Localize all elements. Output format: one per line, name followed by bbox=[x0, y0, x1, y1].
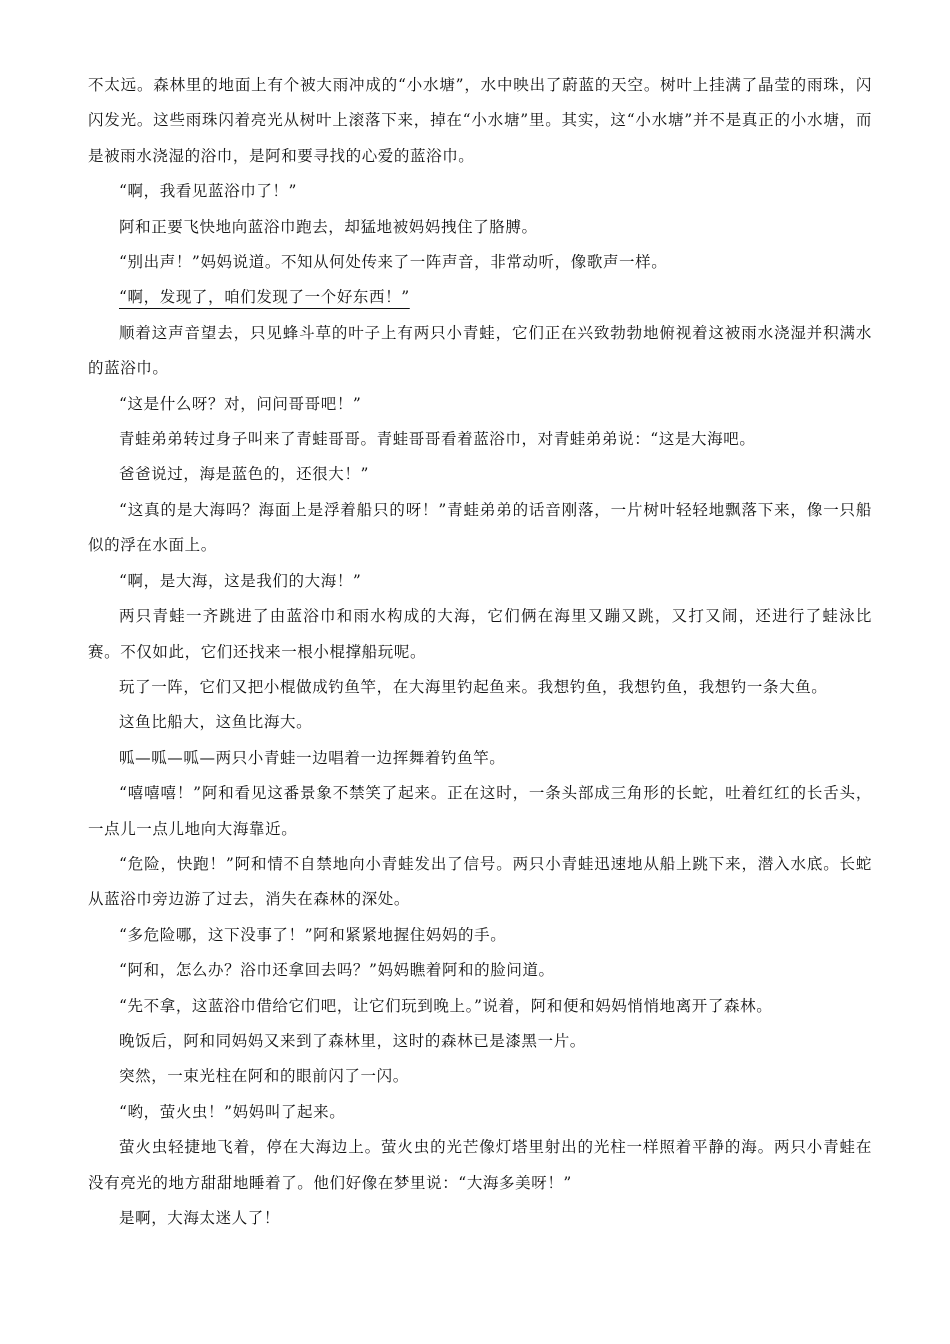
paragraph: “别出声！”妈妈说道。不知从何处传来了一阵声音，非常动听，像歌声一样。 bbox=[119, 253, 668, 272]
paragraph: 爸爸说过，海是蓝色的，还很大！” bbox=[119, 465, 370, 484]
paragraph: 两只青蛙一齐跳进了由蓝浴巾和雨水构成的大海，它们俩在海里又蹦又跳，又打又闹，还进行了蛙泳比赛。不仅如此，它们还找来一根小棍撑船玩呢。 bbox=[88, 607, 872, 661]
paragraph: 这鱼比船大，这鱼比海大。 bbox=[119, 713, 313, 732]
underlined-sentence: “啊，发现了，咱们发现了一个好东西！” bbox=[119, 288, 410, 307]
paragraph: 是啊，大海太迷人了！ bbox=[119, 1209, 281, 1227]
paragraph: “危险，快跑！”阿和情不自禁地向小青蛙发出了信号。两只小青蛙迅速地从船上跳下来，潜入水底。长蛇从蓝浴巾旁边游了过去，消失在森林的深处。 bbox=[88, 854, 872, 909]
paragraph: 玩了一阵，它们又把小棍做成钓鱼竿，在大海里钓起鱼来。我想钓鱼，我想钓鱼，我想钓一条大鱼。 bbox=[119, 677, 828, 696]
paragraph: “多危险哪，这下没事了！”阿和紧紧地握住妈妈的手。 bbox=[119, 925, 507, 944]
paragraph: 萤火虫轻捷地飞着，停在大海边上。萤火虫的光芒像灯塔里射出的光柱一样照着平静的海。两只小青蛙在没有亮光的地方甜甜地睡着了。他们好像在梦里说：“大海多美呀！” bbox=[88, 1138, 872, 1192]
paragraph-underlined bbox=[88, 280, 872, 315]
paragraph: “啊，我看见蓝浴巾了！” bbox=[119, 182, 298, 201]
paragraph: “哟，萤火虫！”妈妈叫了起来。 bbox=[119, 1102, 346, 1121]
paragraph: “这真的是大海吗？海面上是浮着船只的呀！”青蛙弟弟的话音刚落，一片树叶轻轻地飘落下来，像一只船似的浮在水面上。 bbox=[88, 500, 872, 555]
paragraph: “这是什么呀？对，问问哥哥吧！” bbox=[119, 394, 362, 413]
paragraph: 阿和正要飞快地向蓝浴巾跑去，却猛地被妈妈拽住了胳膊。 bbox=[119, 217, 538, 236]
paragraph: “嘻嘻嘻！”阿和看见这番景象不禁笑了起来。正在这时，一条头部成三角形的长蛇，吐着红红的长舌头，一点儿一点儿地向大海靠近。 bbox=[88, 784, 872, 838]
paragraph: 顺着这声音望去，只见蜂斗草的叶子上有两只小青蛙，它们正在兴致勃勃地俯视着这被雨水浇湿并积满水的蓝浴巾。 bbox=[88, 323, 872, 378]
paragraph: 晚饭后，阿和同妈妈又来到了森林里，这时的森林已是漆黑一片。 bbox=[119, 1031, 586, 1050]
document-page bbox=[88, 68, 872, 1236]
paragraph-continuation: 不太远。森林里的地面上有个被大雨冲成的“小水塘”，水中映出了蔚蓝的天空。树叶上挂满了晶莹的雨珠，闪闪发光。这些雨珠闪着亮光从树叶上滚落下来，掉在“小水塘”里。其实，这“小水塘”并不是真正的小水塘，而是被雨水浇湿的浴巾，是阿和要寻找的心爱的蓝浴巾。 bbox=[88, 76, 872, 165]
paragraph: “啊，是大海，这是我们的大海！” bbox=[119, 571, 362, 590]
paragraph: 青蛙弟弟转过身子叫来了青蛙哥哥。青蛙哥哥看着蓝浴巾，对青蛙弟弟说：“这是大海吧。 bbox=[119, 430, 756, 449]
paragraph: “先不拿，这蓝浴巾借给它们吧，让它们玩到晚上。”说着，阿和便和妈妈悄悄地离开了森林。 bbox=[119, 996, 773, 1015]
paragraph: 呱—呱—呱—两只小青蛙一边唱着一边挥舞着钓鱼竿。 bbox=[119, 748, 506, 767]
paragraph: “阿和，怎么办？浴巾还拿回去吗？”妈妈瞧着阿和的脸问道。 bbox=[119, 961, 555, 980]
paragraph: 突然，一束光柱在阿和的眼前闪了一闪。 bbox=[119, 1067, 409, 1086]
